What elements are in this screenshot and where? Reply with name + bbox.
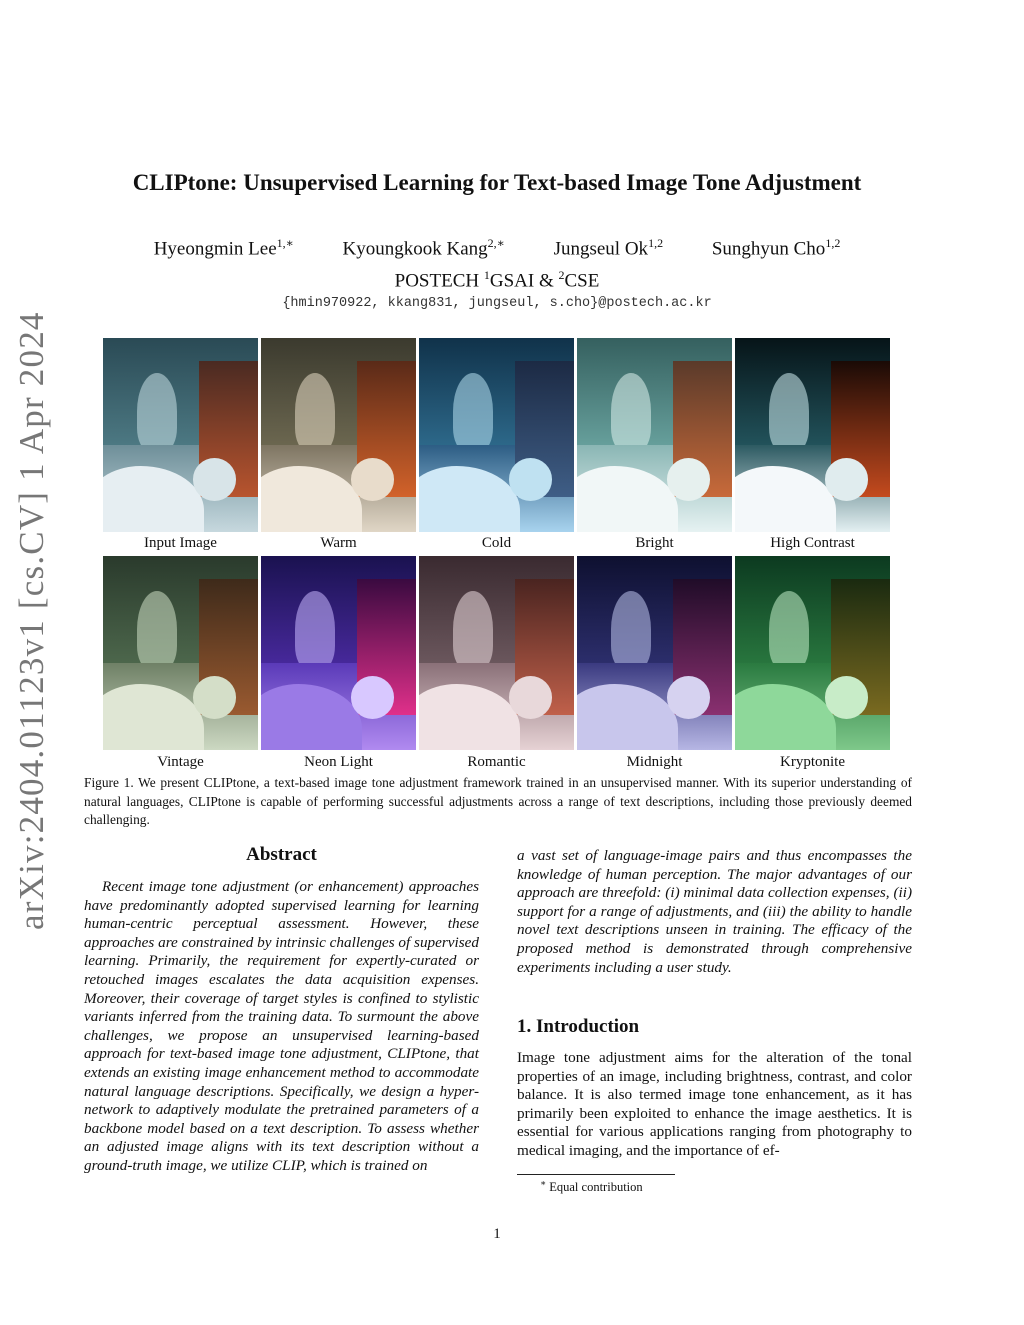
- author-affil-mark: 2,∗: [487, 236, 505, 250]
- figure-label: Input Image: [144, 535, 217, 551]
- figure-label: Bright: [635, 535, 674, 551]
- affiliation-mark: 1: [483, 268, 490, 282]
- affiliation-text: CSE: [564, 270, 600, 292]
- figure-label: Cold: [481, 535, 512, 551]
- figure-caption: Figure 1. We present CLIPtone, a text-based image tone adjustment framework trained in an unsupervised manner. With its superior understanding of natural languages, CLIPtone is capable of performing successful adjustments across a range of text descriptions, including those previously deemed challenging.: [84, 775, 912, 827]
- paper-title: CLIPtone: Unsupervised Learning for Text-based Image Tone Adjustment: [132, 170, 862, 195]
- figure-label: Midnight: [626, 754, 683, 770]
- figure-image-input: [103, 338, 258, 532]
- figure-label: Neon Light: [304, 754, 373, 770]
- figure-image-vintage: [103, 556, 258, 750]
- figure-image-midnight: [577, 556, 732, 750]
- figure-label: High Contrast: [770, 535, 855, 551]
- affiliation-text: GSAI &: [489, 270, 559, 292]
- figure-label: Romantic: [467, 754, 526, 770]
- abstract-body-continued: a vast set of language-image pairs and thus encompasses the knowledge of human perception. The major advantages of our approach are threefold: (i) minimal data collection expenses, (ii) support for a range of adjustments, and (iii) the ability to handle novel text descriptions unseen in training. The efficacy of the proposed method is demonstrated through comprehensive experiments including a user study.: [517, 847, 912, 976]
- author-affil-mark: 1,∗: [276, 236, 294, 250]
- author: [554, 236, 663, 260]
- affiliation: [60, 268, 934, 292]
- author-affil-mark: 1,2: [825, 236, 841, 250]
- figure-image-high-contrast: [735, 338, 890, 532]
- arxiv-identifier: arXiv:2404.01123v1 [cs.CV] 1 Apr 2024: [12, 311, 51, 930]
- author: [343, 236, 505, 260]
- abstract-body: Recent image tone adjustment (or enhancement) approaches have predominantly adopted supervised learning for learning human-centric perceptual assessment. However, these approaches are constrained by intrinsic challenges of supervised learning. Primarily, the requirement for expertly-curated or retouched images escalates the data acquisition expenses. Moreover, their coverage of target styles is confined to stylistic variants inferred from the training data. To surmount the above challenges, we propose an unsupervised learning-based approach for text-based image tone adjustment, CLIPtone, that extends an existing image enhancement method to accommodate natural language descriptions. Specifically, we design a hyper-network to adaptively modulate the pretrained parameters of a backbone model based on a text description. To assess whether an adjusted image aligns with its text description without a ground-truth image, we utilize CLIP, which is trained on: [84, 878, 479, 1174]
- figure-label: Vintage: [157, 754, 204, 770]
- author-name: Jungseul Ok: [553, 238, 649, 260]
- figure-image-neon-light: [261, 556, 416, 750]
- figure-image-cold: [419, 338, 574, 532]
- figure-label: Warm: [320, 535, 357, 551]
- page-number: 1: [493, 1226, 501, 1242]
- figure-image-warm: [261, 338, 416, 532]
- author-name: Hyeongmin Lee: [153, 238, 277, 260]
- affiliation-mark: 2: [558, 268, 565, 282]
- footnote: [540, 1178, 643, 1195]
- author-list: [60, 236, 934, 260]
- figure-image-bright: [577, 338, 732, 532]
- author-name: Sunghyun Cho: [711, 238, 826, 260]
- figure-image-kryptonite: [735, 556, 890, 750]
- author: [154, 236, 294, 260]
- abstract-heading: Abstract: [246, 844, 317, 865]
- author-emails: {hmin970922, kkang831, jungseul, s.cho}@postech.ac.kr: [282, 296, 712, 311]
- footnote-rule: [517, 1174, 675, 1175]
- author: [712, 236, 841, 260]
- footnote-text: Equal contribution: [549, 1180, 643, 1195]
- footnote-mark: ∗: [540, 1178, 547, 1188]
- introduction-body: Image tone adjustment aims for the alteration of the tonal properties of an image, including brightness, contrast, and color balance. It is also termed image tone enhancement, as it has primarily been exploited to enhance the image aesthetics. It is essential for various applications ranging from photography to medical imaging, and the importance of ef-: [517, 1049, 912, 1159]
- figure-image-romantic: [419, 556, 574, 750]
- figure-label: Kryptonite: [780, 754, 845, 770]
- author-affil-mark: 1,2: [648, 236, 664, 250]
- author-name: Kyoungkook Kang: [342, 238, 488, 260]
- section-heading: 1. Introduction: [517, 1016, 640, 1037]
- affiliation-text: POSTECH: [394, 270, 484, 292]
